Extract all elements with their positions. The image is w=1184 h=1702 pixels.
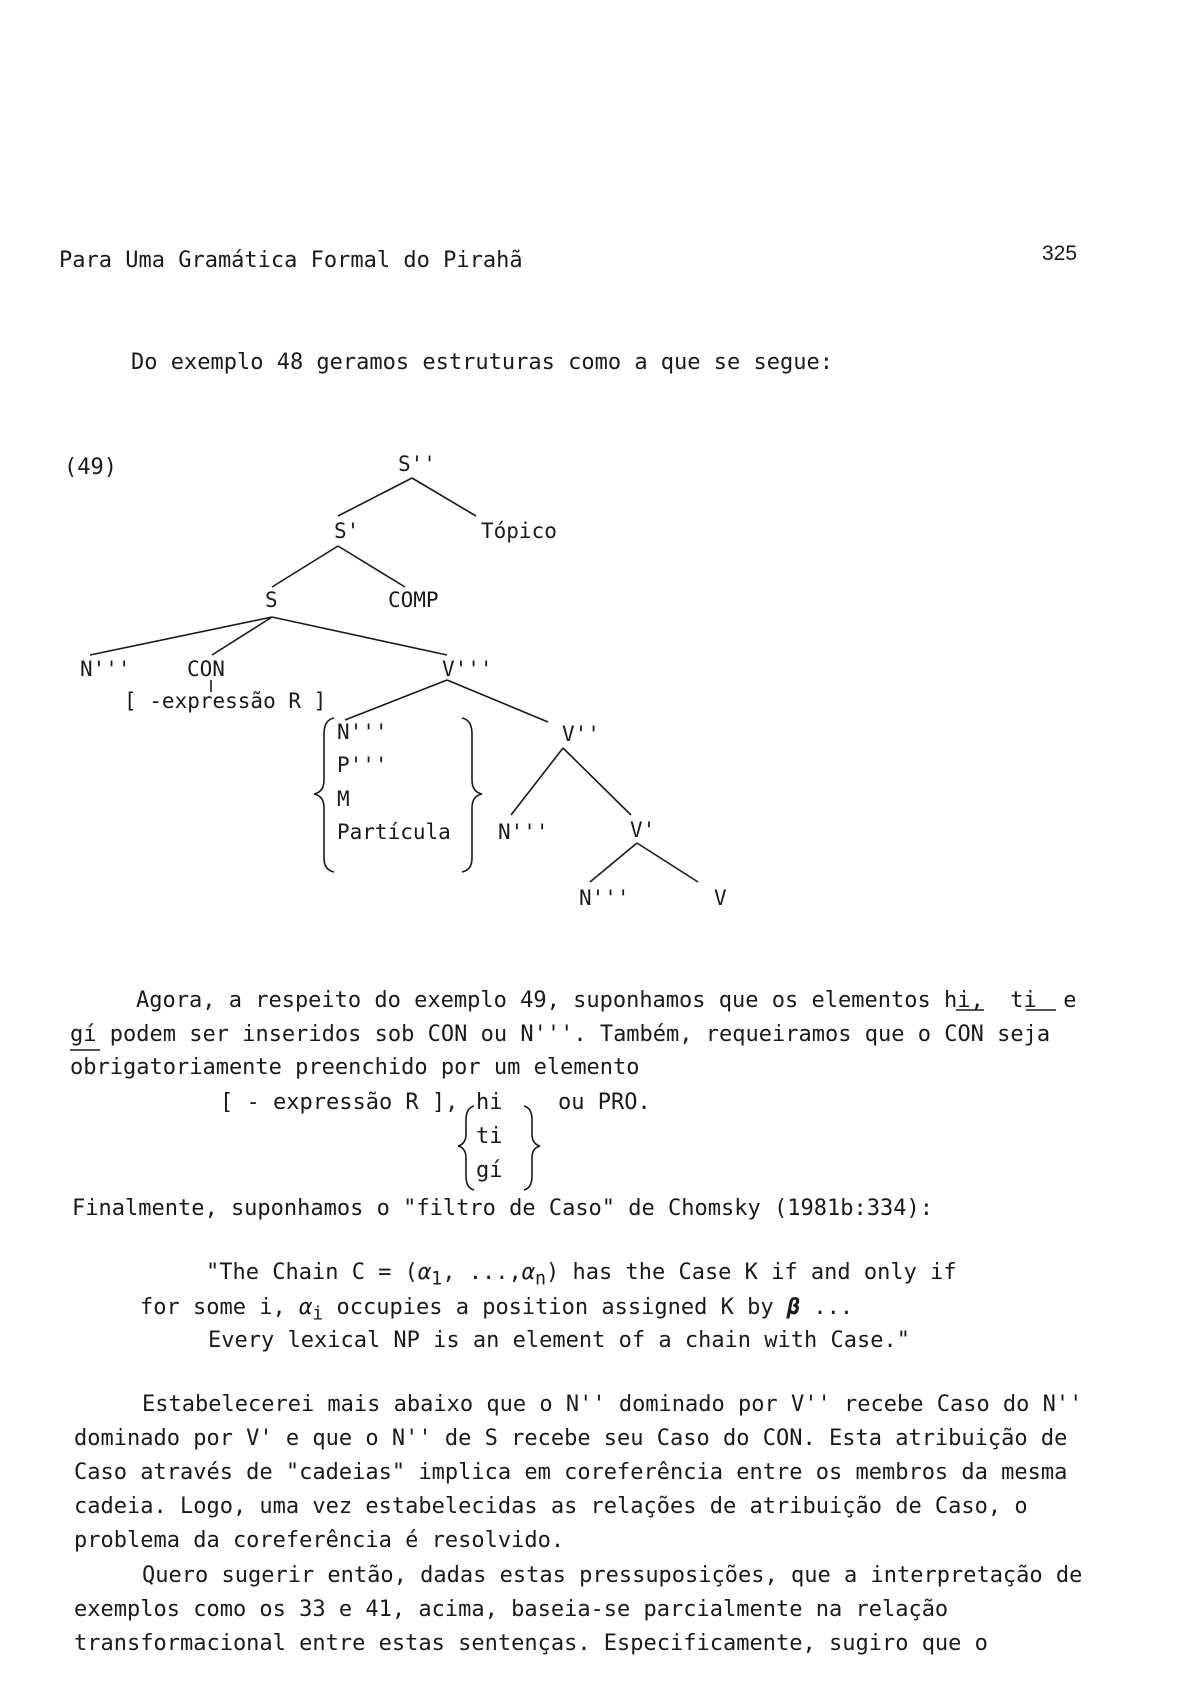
node-con: CON: [187, 657, 225, 681]
para3-line3: transformacional entre estas sentenças. Especificamente, sugiro que o: [74, 1631, 988, 1656]
node-s-bar: S': [334, 519, 360, 543]
edge-v1-n3: [590, 843, 637, 882]
para2-line5: problema da coreferência é resolvido.: [74, 1528, 565, 1553]
element-hi: hi: [943, 988, 971, 1013]
para1-line2: [70, 1022, 1050, 1047]
node-v-double-bar: V'': [562, 722, 600, 746]
edge-v1-v: [637, 843, 698, 882]
edge-v3-v2: [447, 680, 548, 722]
comma: ,: [970, 988, 984, 1013]
left-brace: [314, 718, 334, 872]
brace-item-n: N''': [337, 720, 388, 744]
quote-line2-b: occupies a position assigned K by: [336, 1295, 774, 1320]
node-s: S: [265, 588, 278, 612]
node-n-triple-bar-low: N''': [579, 886, 630, 910]
quote-line3: Every lexical NP is an element of a chain with Case.": [208, 1328, 910, 1353]
node-n-triple-bar-left: N''': [80, 657, 131, 681]
para2-line2: dominado por V' e que o N'' de S recebe seu Caso do CON. Esta atribuição de: [74, 1426, 1068, 1451]
subscript-i: i: [312, 1303, 324, 1325]
edge-v3-brace: [345, 680, 447, 720]
beta-symbol: β: [786, 1295, 801, 1320]
right-brace-2: [524, 1106, 540, 1190]
subscript-1: 1: [431, 1268, 443, 1290]
para1-line2-text: podem ser inseridos sob CON ou N'''. Também, requeiramos que o CON seja: [109, 1022, 1051, 1047]
left-brace-2: [458, 1106, 474, 1190]
para3-line2: exemplos como os 33 e 41, acima, baseia-se parcialmente na relação: [74, 1597, 949, 1622]
element-ti: ti: [1010, 988, 1037, 1013]
brace2-gi: gí: [476, 1158, 503, 1183]
para1-line4-expr: [ - expressão R ],: [220, 1090, 459, 1115]
node-v: V: [714, 886, 727, 910]
para2-line4: cadeia. Logo, uma vez estabelecidas as relações de atribuição de Caso, o: [74, 1494, 1028, 1519]
quote-line1-a: "The Chain C = (: [206, 1260, 418, 1285]
quote-line2: [140, 1295, 853, 1324]
node-v-bar: V': [630, 818, 656, 842]
conj-e: e: [1063, 988, 1077, 1013]
para1-line4-pro: ou PRO.: [558, 1090, 651, 1115]
quote-line1-c: ) has the Case K if and only if: [546, 1260, 957, 1285]
running-header-title: Para Uma Gramática Formal do Pirahã: [59, 248, 523, 273]
example-label: (49): [64, 455, 117, 480]
para1-line1: [136, 988, 1076, 1013]
brace-item-p: P''': [337, 753, 388, 777]
para2-line1: Estabelecerei mais abaixo que o N'' dominado por V'' recebe Caso do N'': [142, 1392, 1083, 1417]
quote-line1: [206, 1260, 957, 1289]
edge-s-v3: [272, 617, 447, 655]
quote-line2-c: ...: [813, 1295, 854, 1320]
node-v-triple-bar: V''': [442, 657, 493, 681]
edge-s1-comp: [338, 546, 405, 587]
alpha-symbol: α: [417, 1260, 432, 1285]
edge-s2-topico: [412, 478, 476, 516]
node-n-triple-bar-mid: N''': [498, 820, 549, 844]
page-number: 325: [1042, 242, 1078, 265]
brace2-ti: ti: [476, 1124, 503, 1149]
right-brace: [462, 718, 482, 872]
brace2-hi: hi: [476, 1090, 503, 1115]
edge-s2-s1: [338, 478, 412, 516]
para3-line1: Quero sugerir então, dadas estas pressuposições, que a interpretação de: [142, 1563, 1083, 1588]
edge-v2-n3: [511, 748, 563, 815]
alpha-symbol-n: α: [521, 1260, 535, 1285]
quote-line1-b: , ...,: [442, 1260, 522, 1285]
intro-sentence: Do exemplo 48 geramos estruturas como a que se segue:: [131, 350, 833, 375]
para1-line3: obrigatoriamente preenchido por um elemento: [70, 1055, 640, 1080]
node-expressao-r: [ -expressão R ]: [124, 689, 327, 713]
para1-line1-text: Agora, a respeito do exemplo 49, suponhamos que os elementos: [136, 988, 931, 1013]
node-s-double-bar: S'': [398, 452, 436, 476]
para2-line3: Caso através de "cadeias" implica em coreferência entre os membros da mesma: [74, 1460, 1068, 1485]
brace-item-m: M: [337, 787, 350, 811]
subscript-n: n: [534, 1268, 546, 1290]
edge-s-n3: [90, 617, 272, 655]
element-gi: gí: [70, 1022, 97, 1047]
edge-v2-v1: [563, 748, 631, 815]
para1-line5: Finalmente, suponhamos o "filtro de Caso" de Chomsky (1981b:334):: [72, 1196, 933, 1221]
node-comp: COMP: [388, 588, 439, 612]
node-topico: Tópico: [481, 519, 557, 543]
edge-s1-s: [272, 546, 338, 587]
brace-item-particula: Partícula: [337, 820, 451, 844]
quote-line2-a: for some i,: [140, 1295, 286, 1320]
alpha-symbol-i: α: [298, 1295, 313, 1320]
